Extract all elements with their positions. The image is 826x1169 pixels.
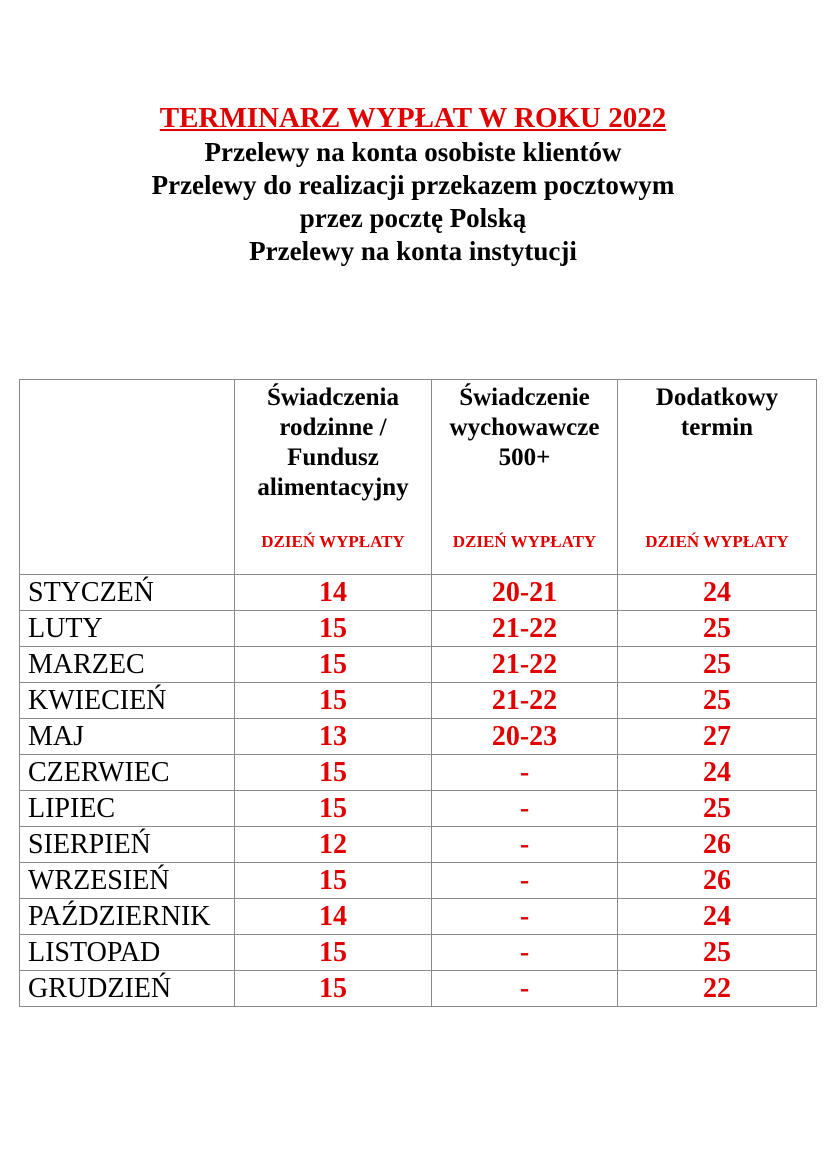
table-row xyxy=(20,935,817,971)
family-benefit-day-cell: 15 xyxy=(235,935,432,971)
child-benefit-day-cell: 20-21 xyxy=(432,575,618,611)
month-cell: SIERPIEŃ xyxy=(20,827,235,863)
table-row xyxy=(20,611,817,647)
child-benefit-day-cell: 21-22 xyxy=(432,611,618,647)
child-benefit-day-cell: - xyxy=(432,755,618,791)
table-row xyxy=(20,899,817,935)
column-header-500-plus xyxy=(432,380,618,575)
table-row xyxy=(20,755,817,791)
family-benefit-day-cell: 15 xyxy=(235,971,432,1007)
table-row xyxy=(20,683,817,719)
payment-schedule-table xyxy=(19,379,817,1007)
additional-day-cell: 25 xyxy=(618,683,817,719)
column-subtitle: DZIEŃ WYPŁATY xyxy=(645,532,789,551)
additional-day-cell: 25 xyxy=(618,791,817,827)
column-subtitle: DZIEŃ WYPŁATY xyxy=(261,532,405,551)
family-benefit-day-cell: 14 xyxy=(235,575,432,611)
child-benefit-day-cell: - xyxy=(432,827,618,863)
column-header-family-benefits xyxy=(235,380,432,575)
month-cell: STYCZEŃ xyxy=(20,575,235,611)
child-benefit-day-cell: 21-22 xyxy=(432,647,618,683)
table-header xyxy=(20,380,817,575)
subtitle-line-4: Przelewy na konta instytucji xyxy=(249,236,577,266)
additional-day-cell: 25 xyxy=(618,935,817,971)
month-column-header xyxy=(20,380,235,575)
table-row xyxy=(20,647,817,683)
additional-day-cell: 24 xyxy=(618,575,817,611)
additional-day-cell: 25 xyxy=(618,611,817,647)
column-header-additional-date xyxy=(618,380,817,575)
month-cell: LIPIEC xyxy=(20,791,235,827)
month-cell: MAJ xyxy=(20,719,235,755)
table-row xyxy=(20,575,817,611)
month-cell: LISTOPAD xyxy=(20,935,235,971)
additional-day-cell: 26 xyxy=(618,827,817,863)
column-subtitle: DZIEŃ WYPŁATY xyxy=(452,532,597,551)
child-benefit-day-cell: - xyxy=(432,899,618,935)
document-header xyxy=(0,100,826,268)
family-benefit-day-cell: 12 xyxy=(235,827,432,863)
additional-day-cell: 27 xyxy=(618,719,817,755)
column-title: Dodatkowy termin xyxy=(655,384,779,441)
table-row xyxy=(20,719,817,755)
table-body xyxy=(20,575,817,1007)
family-benefit-day-cell: 14 xyxy=(235,899,432,935)
month-cell: CZERWIEC xyxy=(20,755,235,791)
family-benefit-day-cell: 15 xyxy=(235,611,432,647)
child-benefit-day-cell: - xyxy=(432,971,618,1007)
month-cell: PAŹDZIERNIK xyxy=(20,899,235,935)
subtitle-line-2: Przelewy do realizacji przekazem pocztowym xyxy=(151,170,675,200)
month-cell: MARZEC xyxy=(20,647,235,683)
family-benefit-day-cell: 15 xyxy=(235,755,432,791)
column-title: Świadczenie wychowawcze 500+ xyxy=(449,384,600,471)
month-cell: KWIECIEŃ xyxy=(20,683,235,719)
additional-day-cell: 24 xyxy=(618,755,817,791)
family-benefit-day-cell: 15 xyxy=(235,791,432,827)
subtitle-line-1: Przelewy na konta osobiste klientów xyxy=(204,137,622,167)
additional-day-cell: 25 xyxy=(618,647,817,683)
child-benefit-day-cell: - xyxy=(432,935,618,971)
table-row xyxy=(20,827,817,863)
additional-day-cell: 22 xyxy=(618,971,817,1007)
family-benefit-day-cell: 15 xyxy=(235,863,432,899)
document-title: TERMINARZ WYPŁAT W ROKU 2022 xyxy=(159,102,667,134)
child-benefit-day-cell: 21-22 xyxy=(432,683,618,719)
subtitle-line-3: przez pocztę Polską xyxy=(299,203,527,233)
family-benefit-day-cell: 15 xyxy=(235,683,432,719)
family-benefit-day-cell: 15 xyxy=(235,647,432,683)
table-row xyxy=(20,863,817,899)
month-cell: WRZESIEŃ xyxy=(20,863,235,899)
table-row xyxy=(20,971,817,1007)
additional-day-cell: 24 xyxy=(618,899,817,935)
child-benefit-day-cell: - xyxy=(432,863,618,899)
column-title: Świadczenia rodzinne / Fundusz alimentacyjny xyxy=(257,384,409,501)
month-cell: GRUDZIEŃ xyxy=(20,971,235,1007)
child-benefit-day-cell: - xyxy=(432,791,618,827)
child-benefit-day-cell: 20-23 xyxy=(432,719,618,755)
family-benefit-day-cell: 13 xyxy=(235,719,432,755)
month-cell: LUTY xyxy=(20,611,235,647)
header-row xyxy=(20,380,817,575)
additional-day-cell: 26 xyxy=(618,863,817,899)
table-row xyxy=(20,791,817,827)
